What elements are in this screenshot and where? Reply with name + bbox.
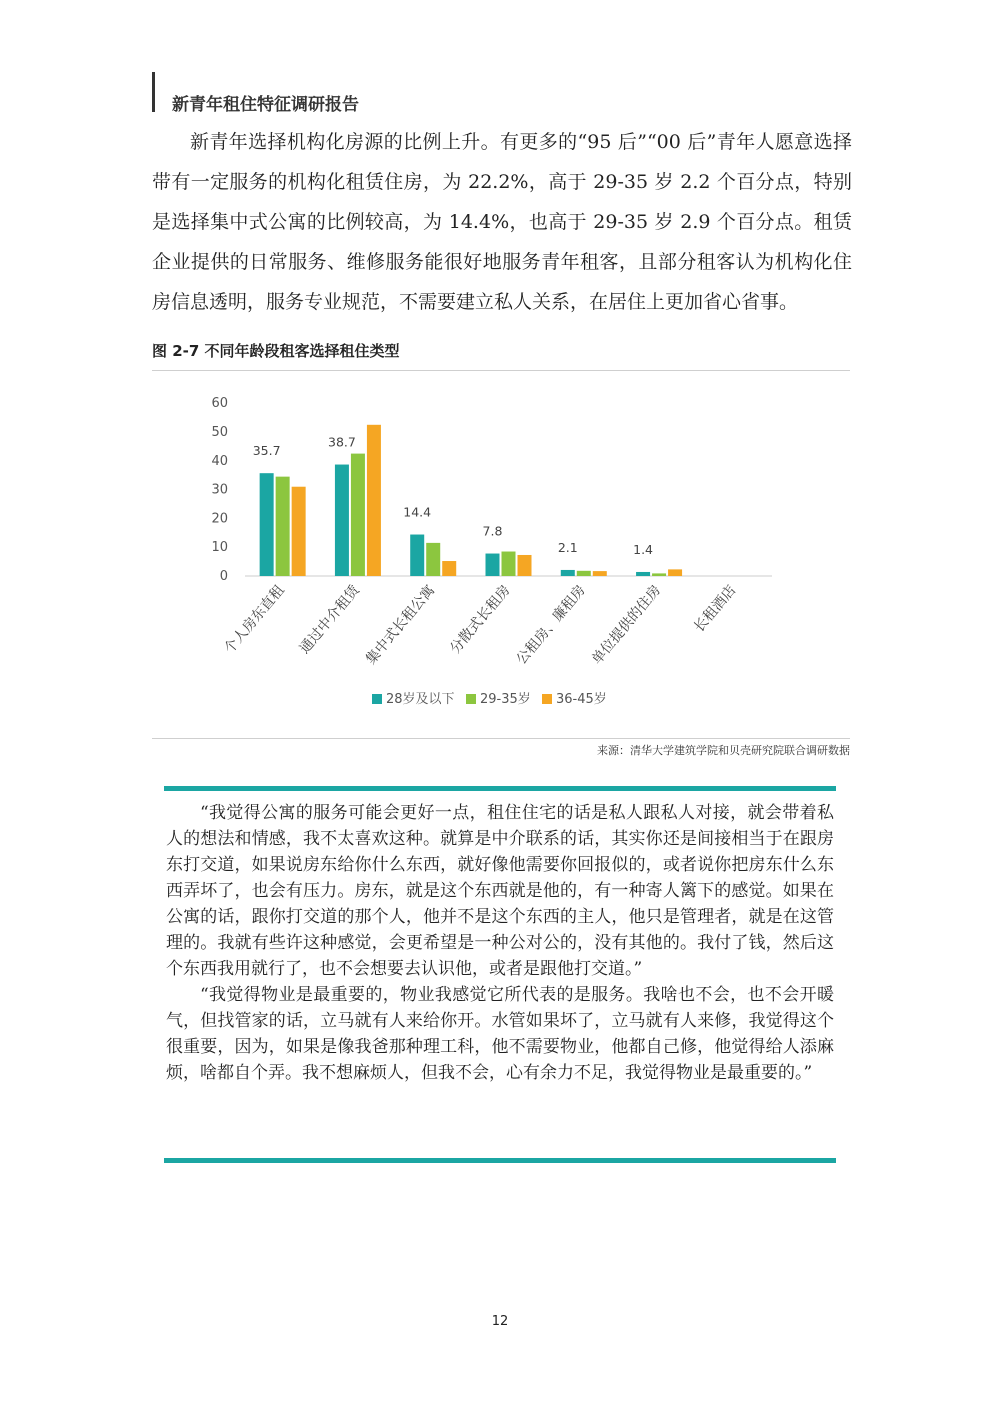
bar [410,535,424,576]
bar [652,573,666,576]
bar [502,552,516,576]
header-accent-bar [152,72,155,112]
legend-swatch [542,694,552,704]
figure-caption: 图 2-7 不同年龄段租客选择租住类型 [152,342,400,360]
bar [561,570,575,576]
interview-quote-box [166,800,834,1086]
x-category-label: 通过中介租赁 [296,582,363,657]
bar [367,425,381,576]
data-label: 14.4 [403,504,432,520]
legend-swatch [466,694,476,704]
legend-label: 28岁及以下 [386,692,455,707]
x-category-label: 集中式长租公寓 [363,582,439,668]
bar [442,561,456,576]
bar [292,487,306,576]
data-label: 38.7 [328,434,356,450]
y-tick-label: 0 [219,569,228,584]
data-label: 2.1 [557,539,578,555]
bar [351,454,365,576]
data-label: 7.8 [482,523,503,539]
bar [335,465,349,576]
bar [260,473,274,576]
report-title: 新青年租住特征调研报告 [172,95,359,115]
legend-label: 36-45岁 [556,692,607,707]
bar [486,554,500,576]
legend-swatch [372,694,382,704]
legend-label: 29-35岁 [480,692,531,707]
intro-paragraph: 新青年选择机构化房源的比例上升。有更多的“95 后”“00 后”青年人愿意选择带有一定服务的机构化租赁住房，为 22.2%，高于 29-35 岁 2.2 个百分点，特别是选择集中式公寓的比例较高，为 14.4%，也高于 29-35 岁 2.9 个百分点。租赁企业提供的日常服务、维修服务能很好地服务青年租客，且部分租客认为机构化住房信息透明，服务专业规范，不需要建立私人关系，在居住上更加省心省事。 [152,131,852,313]
y-tick-label: 10 [211,540,228,556]
data-label: 1.4 [633,541,654,557]
figure-source: 来源：清华大学建筑学院和贝壳研究院联合调研数据 [597,744,850,757]
y-tick-label: 30 [211,482,228,498]
quote-bottom-rule [164,1158,836,1163]
data-label: 35.7 [252,443,281,459]
figure-bottom-rule [152,738,850,739]
y-tick-label: 50 [211,425,228,440]
bar [276,477,290,576]
bar [668,569,682,576]
x-category-label: 公租房、廉租房 [513,582,589,668]
bar [426,543,440,576]
quote-paragraph: “我觉得公寓的服务可能会更好一点，租住住宅的话是私人跟私人对接，就会带着私人的想法和情感，我不太喜欢这种。就算是中介联系的话，其实你还是间接相当于在跟房东打交道，如果说房东给你什么东西，就好像他需要你回报似的，或者说你把房东什么东西弄坏了，也会有压力。房东，就是这个东西就是他的，有一种寄人篱下的感觉。如果在公寓的话，跟你打交道的那个人，他并不是这个东西的主人，他只是管理者，就是在这管理的。我就有些许这种感觉，会更希望是一种公对公的，没有其他的。我付了钱，然后这个东西我用就行了，也不会想要去认识他，或者是跟他打交道。” [166,803,834,979]
bar [577,571,591,576]
x-category-label: 个人房东直租 [221,582,288,657]
x-category-label: 分散式长租房 [447,582,514,657]
x-category-label: 单位提供的住房 [588,582,665,668]
figure-top-rule [152,370,850,371]
y-tick-label: 20 [211,511,228,527]
rental-type-bar-chart [152,380,850,740]
y-tick-label: 60 [211,396,228,412]
bar [636,572,650,576]
bar [518,555,532,576]
x-category-label: 长租酒店 [691,582,740,636]
quote-paragraph: “我觉得物业是最重要的，物业我感觉它所代表的是服务。我啥也不会，也不会开暖气，但找管家的话，立马就有人来给你开。水管如果坏了，立马就有人来修，我觉得这个很重要，因为，如果是像我爸那种理工科，他不需要物业，他都自己修，他觉得给人添麻烦，啥都自个弄。我不想麻烦人，但我不会，心有余力不足，我觉得物业是最重要的。” [166,985,834,1083]
quote-top-rule [164,786,836,791]
bar [593,571,607,576]
y-tick-label: 40 [211,453,228,469]
page-number: 12 [491,1314,509,1329]
